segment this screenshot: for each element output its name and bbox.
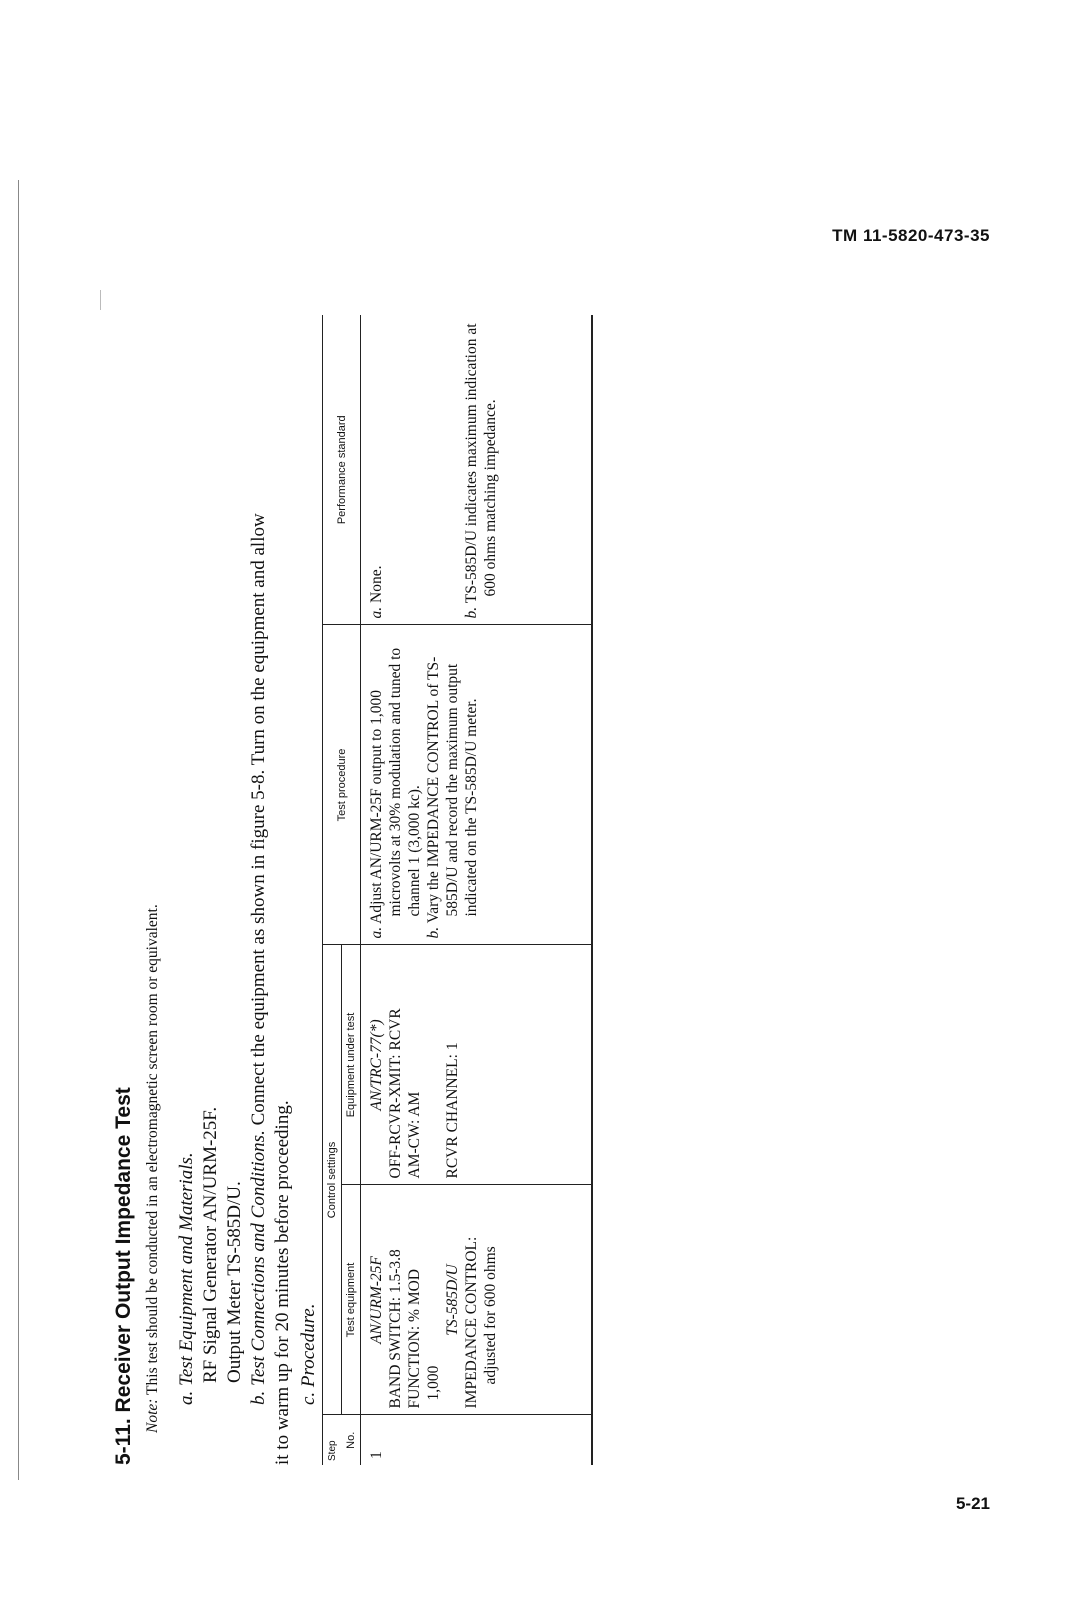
standard-b-label: b. <box>463 606 480 619</box>
procedure-a-text: Adjust AN/URM-25F output to 1,000 microvolts at 30% modulation and tuned to channel 1 (3,000 kc). <box>368 647 423 924</box>
margin-mark <box>100 290 101 310</box>
document-id: TM 11-5820-473-35 <box>832 226 990 245</box>
test-equipment-line-1: BAND SWITCH: 1.5-3.8 <box>387 1249 404 1409</box>
subsection-a-label: a. <box>176 1390 197 1405</box>
test-equipment-name-1: AN/URM-25F <box>368 1256 385 1344</box>
header-step: Step <box>326 1440 338 1461</box>
performance-standard-cell <box>361 315 593 625</box>
note-label: Note: <box>144 1398 161 1433</box>
header-control-settings: Control settings <box>323 945 342 1415</box>
procedure-a <box>367 632 424 939</box>
header-no: No. <box>342 1415 361 1465</box>
test-equipment-line-2: FUNCTION: % MOD <box>406 1269 423 1409</box>
equipment-item-1: RF Signal Generator AN/URM-25F. <box>200 1106 221 1383</box>
subsection-a <box>176 1152 198 1405</box>
subsection-c-label: c. <box>298 1391 319 1405</box>
page-number: 5-21 <box>955 1494 990 1513</box>
section-title: 5-11. Receiver Output Impedance Test <box>112 1087 135 1465</box>
subsection-b-text-1: Connect the equipment as shown in figure 5-8. Turn on the equipment and allow <box>248 513 269 1126</box>
header-performance-standard: Performance standard <box>323 315 361 625</box>
header-equipment-under-test: Equipment under test <box>342 945 361 1185</box>
test-procedure-cell <box>361 625 593 945</box>
eut-line-3: RCVR CHANNEL: 1 <box>444 1042 461 1179</box>
subsection-b <box>248 513 270 1405</box>
procedure-a-label: a. <box>368 926 385 939</box>
test-equipment-cell <box>361 1185 593 1415</box>
subsection-b-label: b. <box>248 1390 269 1405</box>
eut-name: AN/TRC-77(*) <box>368 1019 385 1111</box>
procedure-b <box>424 632 481 939</box>
rotated-content <box>112 165 582 1465</box>
header-test-equipment: Test equipment <box>342 1185 361 1415</box>
test-equipment-line-5: adjusted for 600 ohms <box>482 1246 499 1385</box>
eut-line-1: OFF-RCVR-XMIT: RCVR <box>387 1008 404 1179</box>
eut-line-2: AM-CW: AM <box>406 1091 423 1179</box>
step-number: 1 <box>368 1451 385 1459</box>
standard-a-text: None. <box>368 565 385 603</box>
procedure-b-text: Vary the IMPEDANCE CONTROL of TS-585D/U and record the maximum output indicated on the TS-585D/U meter. <box>425 656 480 924</box>
equipment-item-2: Output Meter TS-585D/U. <box>224 1181 245 1383</box>
standard-b <box>462 321 500 619</box>
test-equipment-line-3: 1,000 <box>425 1365 442 1401</box>
test-equipment-line-4: IMPEDANCE CONTROL: <box>463 1236 480 1409</box>
subsection-a-heading: Test Equipment and Materials. <box>176 1152 197 1386</box>
standard-b-text: TS-585D/U indicates maximum indication at 600 ohms matching impedance. <box>463 323 499 604</box>
procedure-table <box>322 315 593 1465</box>
subsection-b-heading: Test Connections and Conditions. <box>248 1130 269 1386</box>
header-test-procedure: Test procedure <box>323 625 361 945</box>
standard-a <box>367 321 386 619</box>
table-row <box>361 315 593 1465</box>
subsection-c <box>298 1304 320 1405</box>
procedure-b-label: b. <box>425 926 442 939</box>
margin-rule <box>18 180 19 1480</box>
subsection-b-text-2: it to warm up for 20 minutes before proceeding. <box>272 1100 293 1465</box>
test-equipment-name-2: TS-585D/U <box>444 1264 461 1336</box>
note-text: This test should be conducted in an electromagnetic screen room or equivalent. <box>144 904 161 1395</box>
standard-a-label: a. <box>368 606 385 619</box>
note <box>144 904 162 1433</box>
subsection-c-heading: Procedure. <box>298 1303 319 1388</box>
equipment-under-test-cell <box>361 945 593 1185</box>
